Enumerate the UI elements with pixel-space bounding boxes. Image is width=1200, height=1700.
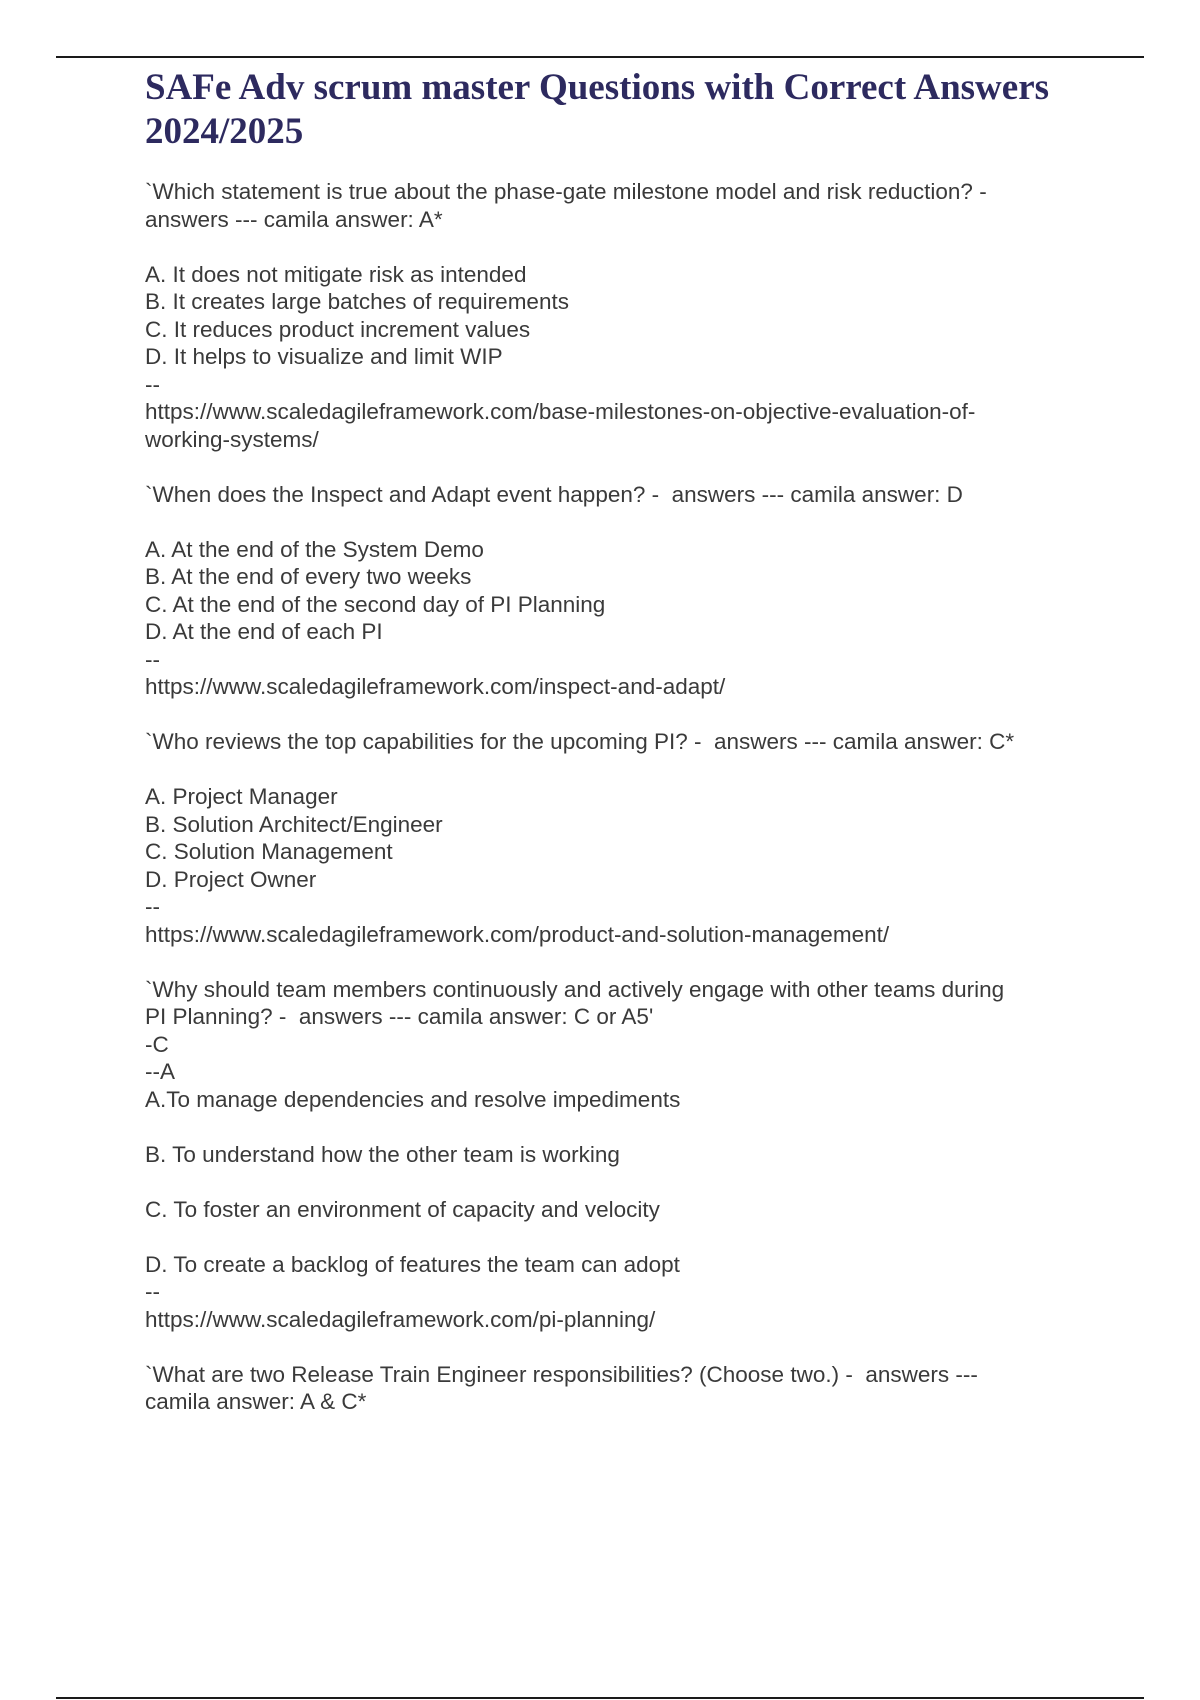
- question-block: [145, 178, 1085, 453]
- question-prompt: `When does the Inspect and Adapt event happen? - answers --- camila answer: D: [145, 481, 963, 507]
- question-block: [145, 728, 1085, 948]
- answer-option: B. At the end of every two weeks: [145, 564, 472, 589]
- answer-options: [145, 783, 1085, 893]
- answer-option: A. It does not mitigate risk as intended: [145, 261, 527, 287]
- question-prompt: `What are two Release Train Engineer responsibilities? (Choose two.) - answers --- camila answer: A & C*: [145, 1361, 978, 1414]
- separator: --: [145, 371, 160, 397]
- question-prompt: `Which statement is true about the phase-gate milestone model and risk reduction? - answers --- camila answer: A*: [145, 179, 987, 232]
- header-rule: [56, 56, 1144, 58]
- question-block: [145, 976, 1085, 1334]
- answer-option: D. It helps to visualize and limit WIP: [145, 344, 503, 369]
- reference-link[interactable]: https://www.scaledagileframework.com/product-and-solution-management/: [145, 921, 890, 947]
- answer-option: B. Solution Architect/Engineer: [145, 811, 443, 837]
- answer-option: B. It creates large batches of requirements: [145, 289, 569, 314]
- reference-link[interactable]: https://www.scaledagileframework.com/inspect-and-adapt/: [145, 674, 726, 699]
- answer-options: [145, 261, 1085, 371]
- answer-option: A.To manage dependencies and resolve impediments: [145, 1086, 681, 1112]
- answer-option: C. At the end of the second day of PI Planning: [145, 591, 606, 617]
- question-prompt: `Why should team members continuously and actively engage with other teams during PI Planning? - answers --- camila answer: C or A5' -C --A: [145, 976, 1005, 1084]
- answer-option: A. Project Manager: [145, 784, 338, 809]
- title-line: 2024/2025: [145, 111, 304, 152]
- answer-option: D. At the end of each PI: [145, 619, 383, 644]
- answer-options: [145, 536, 1085, 646]
- answer-option: D. To create a backlog of features the team can adopt: [145, 1251, 680, 1277]
- separator: --: [145, 894, 160, 919]
- answer-option: C. It reduces product increment values: [145, 316, 531, 342]
- answer-option: C. To foster an environment of capacity and velocity: [145, 1196, 660, 1222]
- document-title: [145, 66, 1085, 154]
- reference-link[interactable]: https://www.scaledagileframework.com/base-milestones-on-objective-evaluation-of- working-systems/: [145, 399, 976, 452]
- separator: --: [145, 646, 160, 672]
- document-page: [145, 66, 1085, 1416]
- footer-rule: [56, 1697, 1144, 1699]
- question-block: [145, 1361, 1085, 1416]
- answer-options: [145, 1086, 1085, 1279]
- title-line: SAFe Adv scrum master Questions with Correct Answers: [145, 67, 1050, 108]
- answer-option: B. To understand how the other team is working: [145, 1141, 620, 1167]
- answer-option: A. At the end of the System Demo: [145, 536, 484, 562]
- question-block: [145, 481, 1085, 701]
- answer-option: C. Solution Management: [145, 839, 393, 864]
- separator: --: [145, 1279, 160, 1304]
- reference-link[interactable]: https://www.scaledagileframework.com/pi-planning/: [145, 1306, 656, 1332]
- answer-option: D. Project Owner: [145, 866, 317, 892]
- question-prompt: `Who reviews the top capabilities for the upcoming PI? - answers --- camila answer: C*: [145, 729, 1015, 754]
